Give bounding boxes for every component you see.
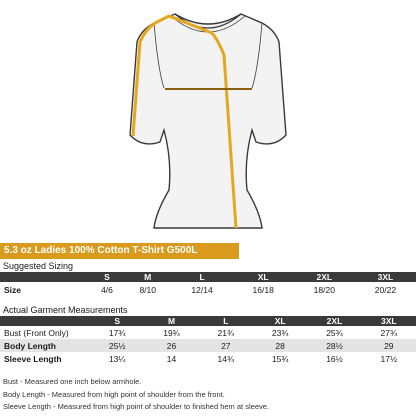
measurements-label: Actual Garment Measurements: [3, 305, 128, 315]
table-cell: 25¾: [326, 327, 343, 338]
header-cell: [0, 316, 90, 326]
suggested-sizing-label: Suggested Sizing: [3, 261, 74, 271]
product-title: 5.3 oz Ladies 100% Cotton T-Shirt G500L: [0, 243, 239, 259]
measurement-notes: [3, 376, 269, 414]
table-cell: 20/22: [374, 285, 397, 295]
table-cell: 17½: [380, 353, 398, 364]
table-cell: 27: [199, 339, 253, 352]
table-cell: 13¼: [108, 353, 126, 364]
table-cell: 27¾: [380, 327, 398, 338]
header-cell: S: [90, 272, 124, 282]
header-cell: L: [199, 316, 253, 326]
table-row: [0, 352, 416, 365]
row-label: Size: [4, 285, 22, 295]
table-cell: 25½: [90, 339, 144, 352]
table-cell: 4/6: [101, 285, 113, 295]
table-cell: 14¾: [217, 353, 235, 364]
header-cell: M: [144, 316, 198, 326]
header-cell: 2XL: [294, 272, 355, 282]
table-cell: 12/14: [191, 285, 213, 295]
table-cell: 28½: [307, 339, 361, 352]
table-cell: 15¾: [271, 353, 289, 364]
header-cell: [0, 272, 90, 282]
table-cell: 29: [362, 339, 416, 352]
header-cell: 3XL: [362, 316, 416, 326]
tshirt-outline: [130, 14, 286, 228]
header-cell: L: [171, 272, 232, 282]
table-cell: 23¾: [271, 327, 289, 338]
measurements-table: [0, 316, 416, 365]
header-cell: 2XL: [307, 316, 361, 326]
row-label: Bust (Front Only): [4, 327, 69, 338]
table-header: [0, 316, 416, 326]
table-cell: 18/20: [313, 285, 335, 295]
table-row: [0, 326, 416, 339]
header-cell: XL: [253, 316, 307, 326]
table-header: [0, 272, 416, 282]
table-cell: 16/18: [252, 285, 274, 295]
row-label: Sleeve Length: [4, 353, 62, 364]
table-cell: 14: [166, 353, 177, 364]
table-row: [0, 339, 416, 352]
table-row: [0, 282, 416, 298]
table-cell: 8/10: [139, 285, 156, 295]
table-cell: 21¾: [217, 327, 235, 338]
note-bust: Bust - Measured one inch below armhole.: [3, 377, 142, 386]
header-cell: XL: [233, 272, 294, 282]
row-label: Body Length: [0, 339, 90, 352]
note-body-length: Body Length - Measured from high point of shoulder from the front.: [3, 389, 225, 399]
table-cell: 19¾: [163, 327, 180, 338]
table-cell: 16½: [326, 353, 343, 364]
header-cell: M: [124, 272, 172, 282]
header-cell: S: [90, 316, 144, 326]
table-cell: 26: [144, 339, 198, 352]
note-sleeve-length: Sleeve Length - Measured from high point of shoulder to finished hem at sleeve.: [3, 402, 269, 411]
table-cell: 28: [253, 339, 307, 352]
suggested-sizing-table: [0, 272, 416, 298]
table-cell: 17¾: [108, 327, 126, 338]
header-cell: 3XL: [355, 272, 416, 282]
